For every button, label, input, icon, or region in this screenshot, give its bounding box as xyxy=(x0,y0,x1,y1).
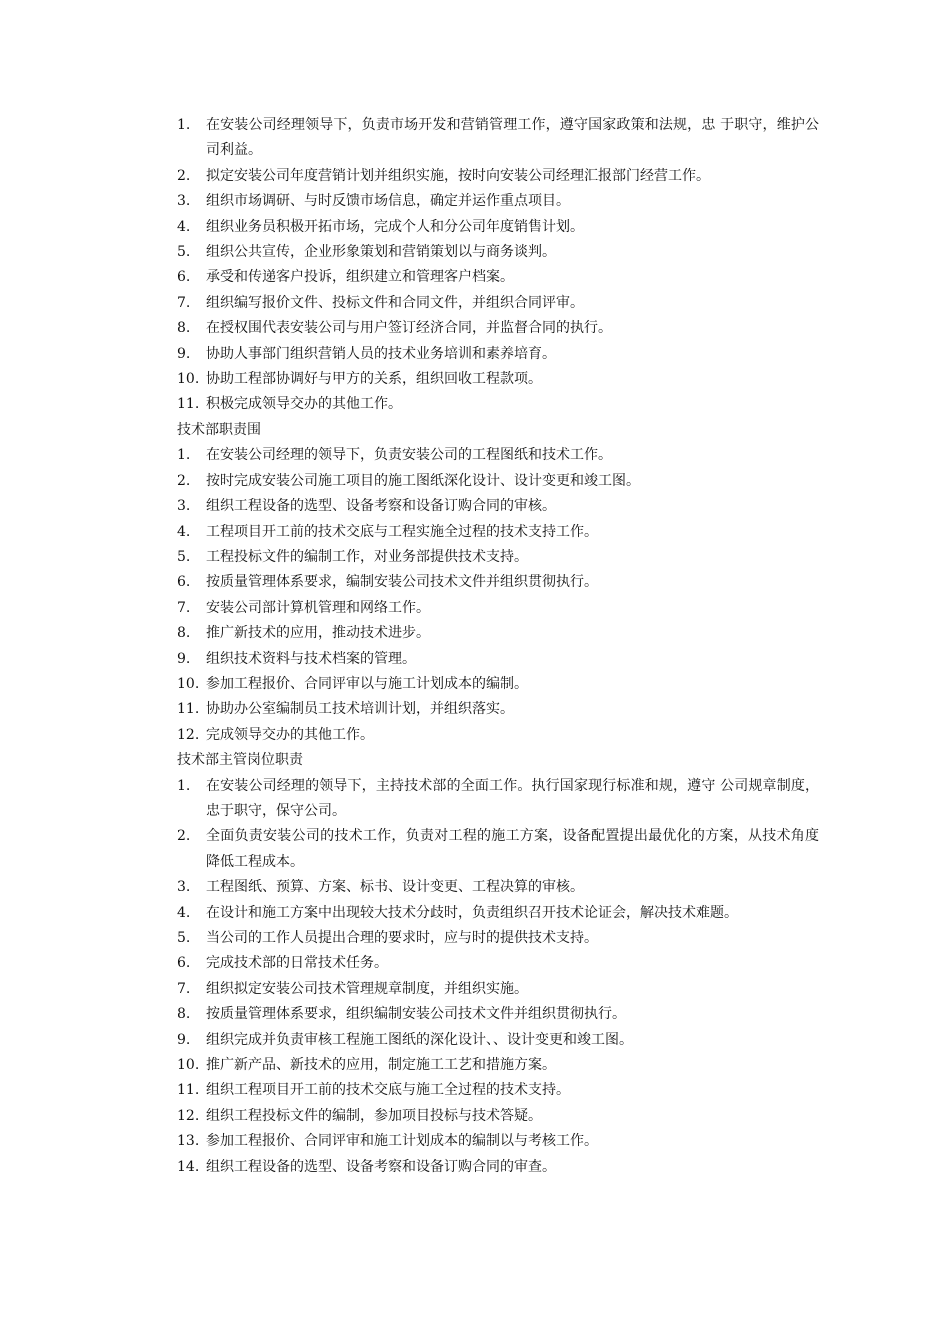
list-item-text: 按时完成安装公司施工项目的施工图纸深化设计、设计变更和竣工图。 xyxy=(206,472,640,489)
list-item-text: 参加工程报价、合同评审和施工计划成本的编制以与考核工作。 xyxy=(206,1133,598,1150)
list-item-number: 7. xyxy=(177,294,191,311)
list-item-text: 推广新技术的应用，推动技术进步。 xyxy=(206,625,430,642)
list-item xyxy=(177,342,819,367)
list-item xyxy=(177,672,819,697)
list-item-text: 在安装公司经理领导下，负责市场开发和营销管理工作，遵守国家政策和法规，忠 于职守，维护公司利益。 xyxy=(206,117,819,159)
list-item-number: 8. xyxy=(177,625,191,642)
list-item-number: 12. xyxy=(177,726,200,743)
list-item xyxy=(177,621,819,646)
list-item-number: 9. xyxy=(177,650,191,667)
list-item-text: 协助办公室编制员工技术培训计划，并组织落实。 xyxy=(206,701,514,718)
list-item xyxy=(177,774,819,825)
list-item-text: 工程图纸、预算、方案、标书、设计变更、工程决算的审核。 xyxy=(206,879,584,896)
section-heading: 技术部职责围 xyxy=(177,421,261,438)
list-item xyxy=(177,392,819,417)
list-item-text: 拟定安装公司年度营销计划并组织实施，按时向安装公司经理汇报部门经营工作。 xyxy=(206,167,710,184)
list-item xyxy=(177,1104,819,1129)
list-item-text: 组织工程设备的选型、设备考察和设备订购合同的审核。 xyxy=(206,498,556,515)
list-item xyxy=(177,265,819,290)
list-item-text: 组织业务员积极开拓市场，完成个人和分公司年度销售计划。 xyxy=(206,218,584,235)
list-item-number: 3. xyxy=(177,498,191,515)
list-item-text: 积极完成领导交办的其他工作。 xyxy=(206,396,402,413)
list-item xyxy=(177,1155,819,1180)
list-item xyxy=(177,697,819,722)
list-item-text: 组织工程设备的选型、设备考察和设备订购合同的审查。 xyxy=(206,1158,556,1175)
list-item-number: 9. xyxy=(177,345,191,362)
list-item-number: 5. xyxy=(177,244,191,261)
list-item-text: 在安装公司经理的领导下，负责安装公司的工程图纸和技术工作。 xyxy=(206,447,612,464)
list-item-text: 在安装公司经理的领导下，主持技术部的全面工作。执行国家现行标准和规，遵守 公司规章制度，忠于职守，保守公司。 xyxy=(206,777,819,819)
list-item-number: 6. xyxy=(177,955,191,972)
list-item-text: 组织完成并负责审核工程施工图纸的深化设计、、设计变更和竣工图。 xyxy=(206,1031,633,1048)
list-item xyxy=(177,1078,819,1103)
list-item-text: 推广新产品、新技术的应用，制定施工工艺和措施方案。 xyxy=(206,1057,556,1074)
list-item-text: 组织公共宣传，企业形象策划和营销策划以与商务谈判。 xyxy=(206,244,556,261)
list-item-number: 3. xyxy=(177,193,191,210)
list-item xyxy=(177,215,819,240)
list-item-number: 11. xyxy=(177,396,200,413)
list-item-text: 协助工程部协调好与甲方的关系，组织回收工程款项。 xyxy=(206,371,542,388)
list-item-number: 4. xyxy=(177,904,191,921)
list-item-text: 参加工程报价、合同评审以与施工计划成本的编制。 xyxy=(206,675,528,692)
list-item-number: 1. xyxy=(177,447,191,464)
list-item xyxy=(177,469,819,494)
list-item xyxy=(177,1129,819,1154)
list-item-number: 10. xyxy=(177,1057,200,1074)
list-item-text: 组织编写报价文件、投标文件和合同文件，并组织合同评审。 xyxy=(206,294,584,311)
list-item xyxy=(177,926,819,951)
list-item xyxy=(177,875,819,900)
list-item xyxy=(177,189,819,214)
list-item xyxy=(177,570,819,595)
section-heading: 技术部主管岗位职责 xyxy=(177,752,303,769)
list-item xyxy=(177,1028,819,1053)
list-item-number: 9. xyxy=(177,1031,191,1048)
list-item-number: 2. xyxy=(177,167,191,184)
list-item xyxy=(177,164,819,189)
list-item xyxy=(177,367,819,392)
duty-list xyxy=(177,113,819,418)
list-item-number: 3. xyxy=(177,879,191,896)
list-item-text: 完成技术部的日常技术任务。 xyxy=(206,955,388,972)
list-item-text: 完成领导交办的其他工作。 xyxy=(206,726,374,743)
list-item-number: 1. xyxy=(177,117,191,133)
duty-list xyxy=(177,774,819,1181)
list-item-text: 组织技术资料与技术档案的管理。 xyxy=(206,650,416,667)
list-item-number: 8. xyxy=(177,1006,191,1023)
list-item-text: 按质量管理体系要求，编制安装公司技术文件并组织贯彻执行。 xyxy=(206,574,598,591)
list-item-text: 安装公司部计算机管理和网络工作。 xyxy=(206,599,430,616)
list-item xyxy=(177,494,819,519)
list-item-number: 7. xyxy=(177,599,191,616)
list-item-text: 组织工程投标文件的编制，参加项目投标与技术答疑。 xyxy=(206,1107,542,1124)
document-body xyxy=(177,113,819,1180)
list-item-number: 12. xyxy=(177,1107,200,1124)
list-item xyxy=(177,951,819,976)
list-item-number: 6. xyxy=(177,269,191,286)
list-item-text: 组织工程项目开工前的技术交底与施工全过程的技术支持。 xyxy=(206,1082,570,1099)
list-item xyxy=(177,824,819,875)
list-item-text: 工程项目开工前的技术交底与工程实施全过程的技术支持工作。 xyxy=(206,523,598,540)
list-item-text: 当公司的工作人员提出合理的要求时，应与时的提供技术支持。 xyxy=(206,930,598,946)
duty-list xyxy=(177,443,819,748)
list-item xyxy=(177,647,819,672)
list-item-number: 1. xyxy=(177,777,191,794)
list-item xyxy=(177,113,819,164)
list-item xyxy=(177,291,819,316)
list-item-number: 14. xyxy=(177,1158,200,1175)
list-item-number: 11. xyxy=(177,1082,200,1099)
list-item xyxy=(177,1002,819,1027)
list-item-number: 10. xyxy=(177,675,200,692)
list-item xyxy=(177,977,819,1002)
list-item xyxy=(177,316,819,341)
list-item-text: 组织拟定安装公司技术管理规章制度，并组织实施。 xyxy=(206,980,528,997)
list-item-text: 全面负责安装公司的技术工作，负责对工程的施工方案，设备配置提出最优化的方案，从技术角度降低工程成本。 xyxy=(206,828,819,870)
list-item xyxy=(177,520,819,545)
list-item-number: 4. xyxy=(177,218,191,235)
list-item-number: 5. xyxy=(177,548,191,565)
list-item-number: 8. xyxy=(177,320,191,337)
list-item xyxy=(177,443,819,468)
list-item xyxy=(177,596,819,621)
list-item xyxy=(177,545,819,570)
list-item xyxy=(177,1053,819,1078)
list-item-number: 5. xyxy=(177,930,191,946)
list-item-number: 2. xyxy=(177,472,191,489)
list-item-number: 2. xyxy=(177,828,191,845)
list-item-number: 4. xyxy=(177,523,191,540)
list-item-text: 工程投标文件的编制工作，对业务部提供技术支持。 xyxy=(206,548,528,565)
list-item-text: 在授权围代表安装公司与用户签订经济合同，并监督合同的执行。 xyxy=(206,320,612,337)
list-item-text: 承受和传递客户投诉，组织建立和管理客户档案。 xyxy=(206,269,514,286)
list-item-text: 协助人事部门组织营销人员的技术业务培训和素养培育。 xyxy=(206,345,556,362)
list-item-number: 13. xyxy=(177,1133,200,1150)
list-item-number: 11. xyxy=(177,701,200,718)
list-item xyxy=(177,723,819,748)
list-item-number: 6. xyxy=(177,574,191,591)
list-item-text: 组织市场调研、与时反馈市场信息，确定并运作重点项目。 xyxy=(206,193,570,210)
list-item-text: 在设计和施工方案中出现较大技术分歧时，负责组织召开技术论证会，解决技术难题。 xyxy=(206,904,738,921)
list-item xyxy=(177,901,819,926)
list-item xyxy=(177,240,819,265)
list-item-number: 10. xyxy=(177,371,200,388)
list-item-number: 7. xyxy=(177,980,191,997)
list-item-text: 按质量管理体系要求，组织编制安装公司技术文件并组织贯彻执行。 xyxy=(206,1006,626,1023)
